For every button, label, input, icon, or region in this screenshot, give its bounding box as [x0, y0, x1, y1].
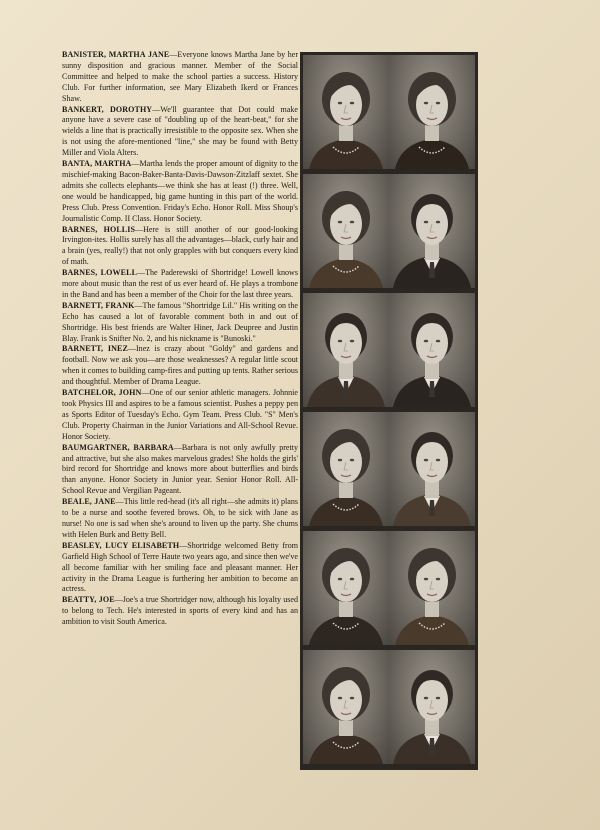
portrait-photo: [389, 55, 475, 169]
entry-text: —Inez is crazy about "Goldy" and gardens and football. Now we ask you—are those weaknesses? A regular little scout when it comes to building camp-fires and putting up tents. Rather serious and thoughtful. Member of Drama League.: [62, 344, 298, 387]
entry-name: BEATTY, JOE: [62, 595, 115, 605]
entry-text: —Shortridge welcomed Betty from Garfield High School of Terre Haute two years ago, and since then we've all become familiar with her smiling face and pleasant manner. Her activity in the Drama League is furthering her ambition to become an actress.: [62, 540, 298, 594]
portrait-grid: [300, 52, 478, 770]
entry-name: BAUMGARTNER, BARBARA: [62, 442, 174, 452]
portrait-photo: [389, 531, 475, 645]
entry-beale-jane: [62, 497, 298, 541]
entry-text: —Joe's a true Shortridger now, although his loyalty used to belong to Tech. He's interested in sports of every kind and has an ambition to visit South America.: [62, 595, 298, 627]
portrait-photo: [389, 650, 475, 764]
entry-banta-martha: [62, 159, 298, 224]
portrait-photo: [303, 55, 389, 169]
entry-barnes-hollis: [62, 225, 298, 269]
entry-banister-martha-jane: [62, 50, 298, 105]
entry-text: —The famous "Shortridge Lil." His writing on the Echo has caused a lot of favorable comment both in and out of Shortridge. His best friends are Walter Hiner, Jack Deupree and Justin Blay. Frank is Snifter No. 2, and his nickname is "Bunoski.": [62, 300, 298, 343]
entry-beasley-lucy-elisabeth: [62, 541, 298, 596]
portrait-photo: [389, 293, 475, 407]
entry-name: BARNES, LOWELL: [62, 268, 138, 278]
entry-name: BANKERT, DOROTHY: [62, 104, 153, 114]
entry-batchelor-john: [62, 388, 298, 443]
entry-barnett-inez: [62, 344, 298, 388]
entry-name: BARNES, HOLLIS: [62, 224, 136, 234]
portrait-photo: [303, 531, 389, 645]
entry-text: —The Paderewski of Shortridge! Lowell knows more about music than the rest of us ever heard of. He plays a trombone in the Band and has been a member of the Choir for the last three years.: [62, 268, 299, 299]
portrait-photo: [303, 412, 389, 526]
entry-name: BATCHELOR, JOHN: [62, 388, 142, 398]
entry-name: BANISTER, MARTHA JANE: [62, 50, 170, 59]
entry-name: BEASLEY, LUCY ELISABETH: [62, 540, 180, 550]
entry-text: —Martha lends the proper amount of dignity to the mischief-making Bacon-Baker-Banta-Davis-Dawson-Zitzlaff sextet. She admits she collects elephants—we think she has at least (!) three. Well, one would be handicapped, big game hunting in this part of the world. Press Club. Press Convention. Friday's Echo. Honor Roll. Miss Shoup's Journalistic Comp. II Class. Honor Society.: [62, 159, 298, 223]
entry-name: BARNETT, FRANK: [62, 300, 135, 310]
entry-text: —Barbara is not only awfully pretty and attractive, but she also makes marvelous grades! She holds the girls' bird record for Shortridge and knows more about butterflies and birds than anyone. Honor Society in Junior year. Senior Honor Roll. All-School Revue and Vergilian Pageant.: [62, 442, 298, 496]
entry-beatty-joe: [62, 595, 298, 628]
portrait-photo: [303, 174, 389, 288]
entry-barnett-frank: [62, 301, 298, 345]
entry-text: —One of our senior athletic managers. Johnnie took Physics III and aspires to be a famous scientist. Pushes a peppy pen as Sports Editor of Tuesday's Echo. Gym Team. Press Club. "S" Men's Club. Property Chairman in the Junior Variations and All-School Revue. Honor Society.: [62, 388, 298, 441]
portrait-photo: [303, 293, 389, 407]
entry-name: BARNETT, INEZ: [62, 344, 128, 354]
portrait-photo: [303, 650, 389, 764]
biography-column: [62, 50, 298, 628]
entry-text: —We'll guarantee that Dot could make anyone have a severe case of "doubling up of the heart-beat," for she wields a line that is practically irresistible to the opposite sex. When she is not using the afore-mentioned "line," she may be found with Betty Miller and Viola Alters.: [62, 104, 298, 158]
entry-name: BEALE, JANE: [62, 497, 116, 507]
entry-text: —Here is still another of our good-looking Irvington-ites. Hollis surely has all the advantages—black, curly hair and a brain (yes, really!) that not only grapples with but conquers every kind of math.: [62, 224, 298, 267]
entry-text: —Everyone knows Martha Jane by her sunny disposition and gracious manner. Member of the Social Committee and helped to make the school parties a success. History Club. For further information, see Mary Elizabeth Ikerd or Frances Shaw.: [62, 50, 299, 103]
entry-name: BANTA, MARTHA: [62, 159, 132, 169]
entry-baumgartner-barbara: [62, 443, 298, 498]
entry-barnes-lowell: [62, 268, 298, 301]
portrait-photo: [389, 412, 475, 526]
portrait-photo: [389, 174, 475, 288]
entry-bankert-dorothy: [62, 105, 298, 160]
entry-text: —This little red-head (it's all right—she admits it) plans to be a nurse and soothe fevered brows. Oh, to be sick with Jane as nurse! No one is sad when she's around to liven up the party. She chums with Helen Burk and Betty Bell.: [62, 497, 299, 539]
